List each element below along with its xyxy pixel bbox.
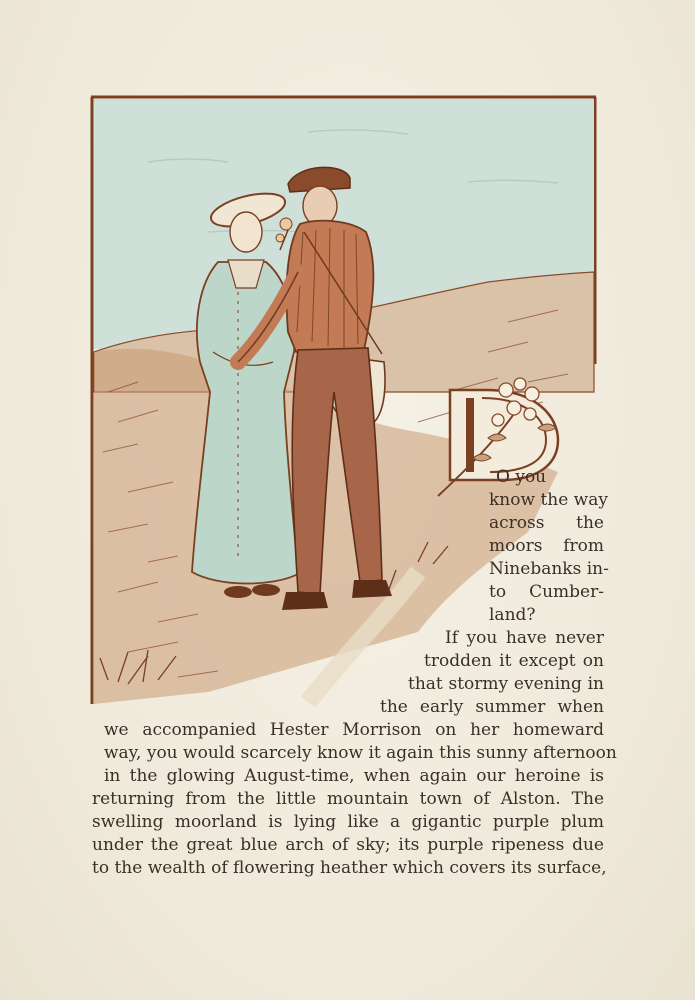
text-line: trodden it except on [424, 651, 604, 671]
text-line: to the wealth of flowering heather which covers its surface, [92, 858, 607, 878]
text-line: If you have never [445, 628, 604, 648]
text-line: to Cumber- [489, 582, 604, 602]
text-line: the early summer when [380, 697, 604, 717]
text-line: we accompanied Hester Morrison on her homeward [104, 720, 604, 740]
text-line: moors from [489, 536, 604, 556]
text-line: way, you would scarcely know it again this sunny afternoon [104, 743, 617, 763]
text-line: Ninebanks in- [489, 559, 609, 579]
text-line: that stormy evening in [408, 674, 604, 694]
text-line: in the glowing August-time, when again our heroine is [104, 766, 604, 786]
text-line: under the great blue arch of sky; its purple ripeness due [92, 835, 604, 855]
text-line: know the way [489, 490, 608, 510]
text-line: O you [496, 467, 547, 487]
text-line: across the [489, 513, 604, 533]
text-line: land? [489, 605, 536, 625]
text-line: returning from the little mountain town of Alston. The [92, 789, 604, 809]
text-line: swelling moorland is lying like a gigantic purple plum [92, 812, 604, 832]
